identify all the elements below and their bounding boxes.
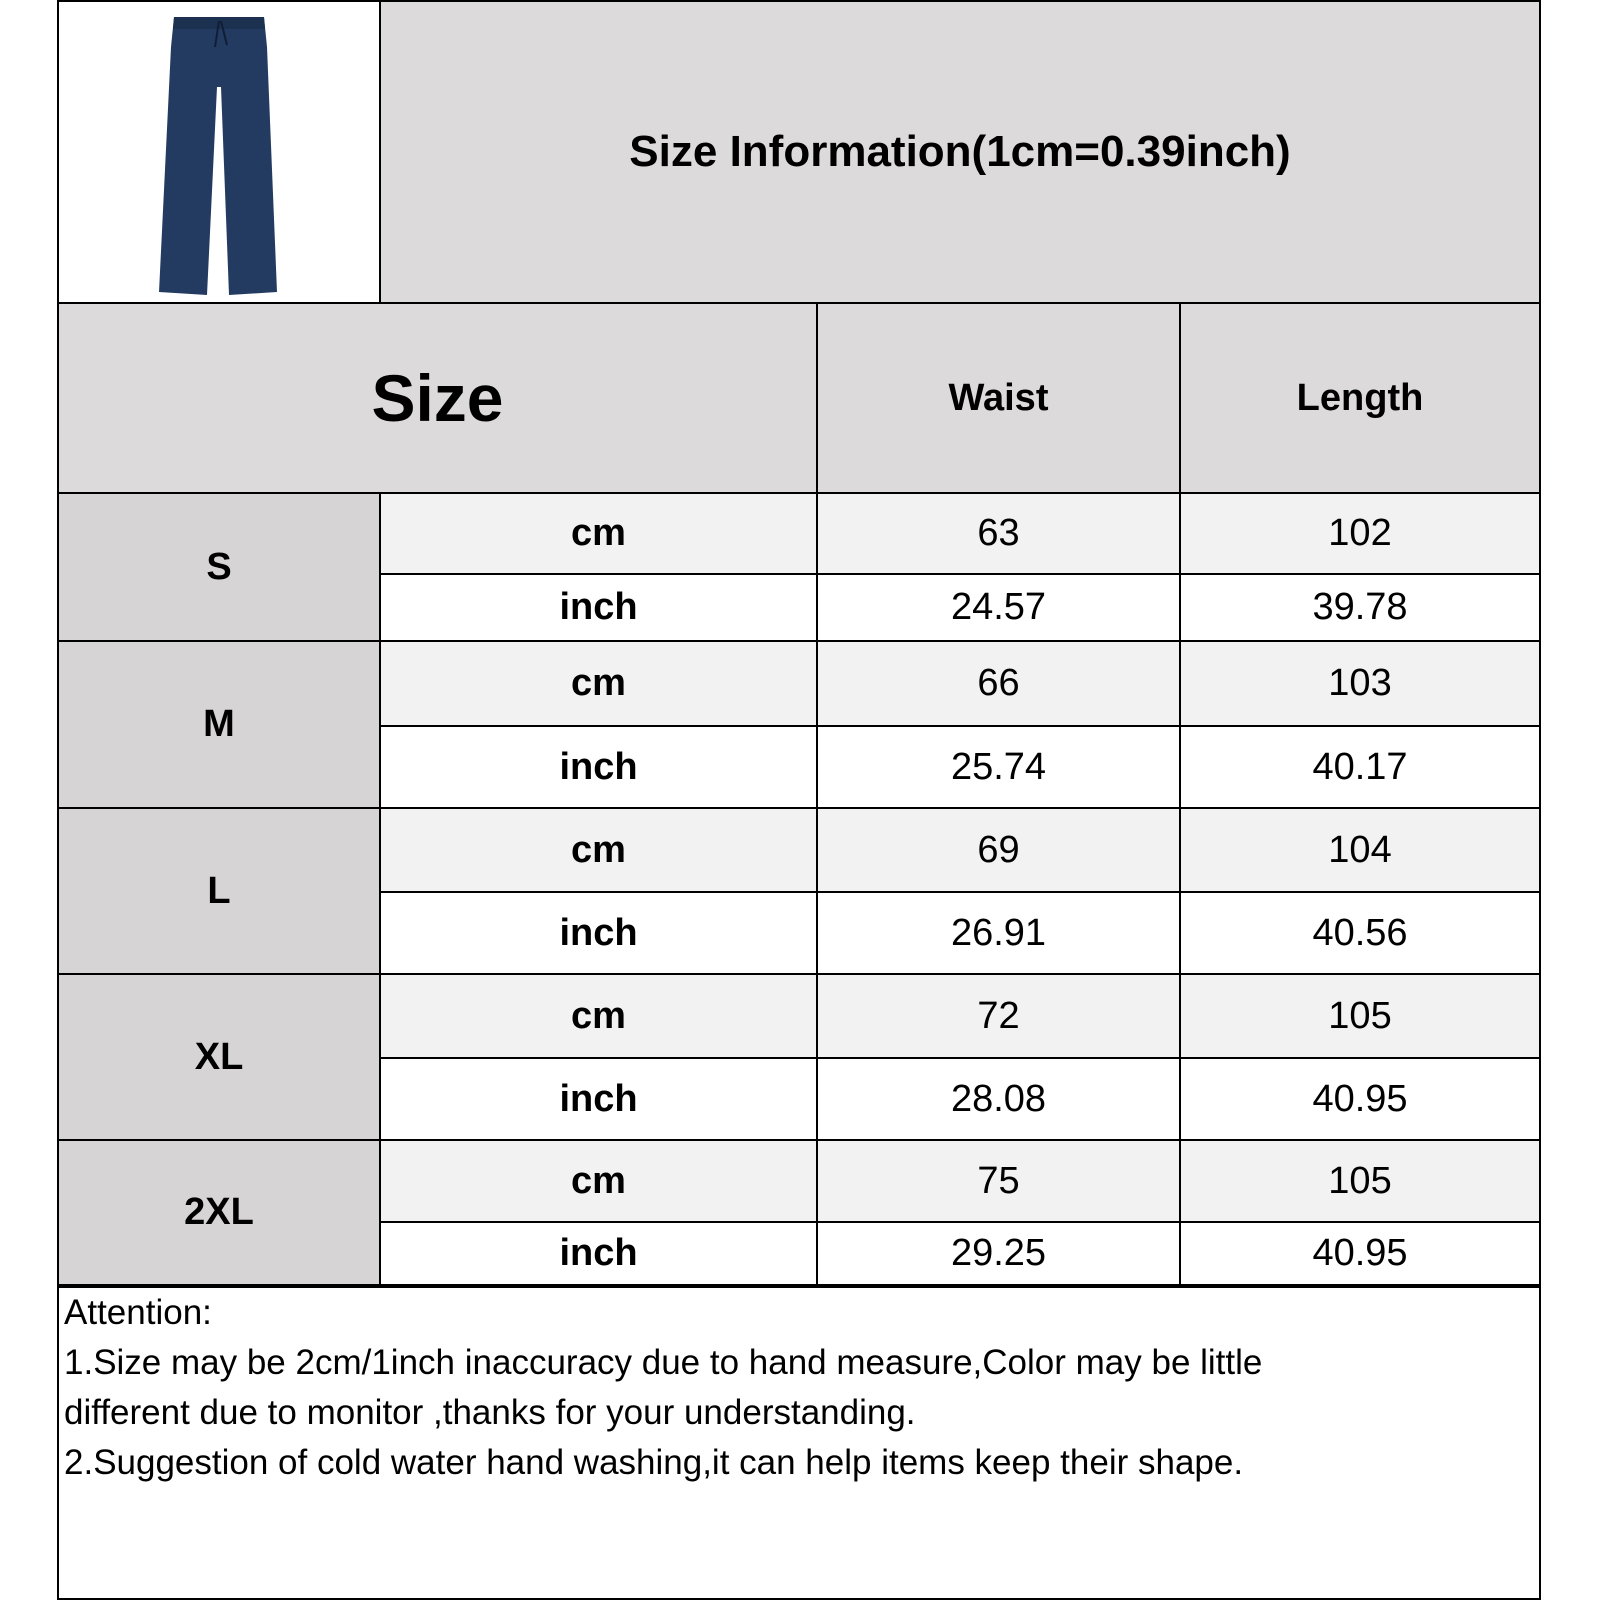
length-cm-value: 105 — [1181, 975, 1539, 1057]
unit-inch: inch — [381, 1059, 816, 1139]
waist-inch-value: 25.74 — [818, 727, 1179, 807]
length-inch-value: 40.95 — [1181, 1223, 1539, 1284]
unit-inch: inch — [381, 575, 816, 640]
length-inch-value: 40.95 — [1181, 1059, 1539, 1139]
attention-notes — [64, 1288, 1524, 1488]
table-border — [379, 1057, 1541, 1059]
notes-line-2: 2.Suggestion of cold water hand washing,it can help items keep their shape. — [64, 1443, 1244, 1482]
size-label: 2XL — [59, 1141, 379, 1284]
waist-cm-value: 69 — [818, 809, 1179, 891]
unit-cm: cm — [381, 642, 816, 725]
product-image-cell — [59, 2, 379, 302]
length-cm-value: 105 — [1181, 1141, 1539, 1221]
length-inch-value: 39.78 — [1181, 575, 1539, 640]
waist-inch-value: 24.57 — [818, 575, 1179, 640]
length-cm-value: 104 — [1181, 809, 1539, 891]
table-border — [57, 492, 1541, 494]
waist-cm-value: 72 — [818, 975, 1179, 1057]
pants-icon — [149, 7, 289, 297]
table-border — [379, 1221, 1541, 1223]
table-border — [379, 492, 381, 1286]
length-cm-value: 102 — [1181, 494, 1539, 573]
unit-inch: inch — [381, 1223, 816, 1284]
table-border — [57, 302, 1541, 304]
table-border — [816, 302, 818, 1286]
waist-inch-value: 26.91 — [818, 893, 1179, 973]
table-border — [379, 573, 1541, 575]
unit-cm: cm — [381, 494, 816, 573]
waist-inch-value: 28.08 — [818, 1059, 1179, 1139]
table-border — [379, 725, 1541, 727]
length-column-header: Length — [1181, 304, 1539, 492]
table-border — [1179, 302, 1181, 1286]
notes-line-1-continued: different due to monitor ,thanks for your understanding. — [64, 1393, 916, 1432]
waist-column-header: Waist — [818, 304, 1179, 492]
unit-cm: cm — [381, 809, 816, 891]
waist-cm-value: 66 — [818, 642, 1179, 725]
unit-inch: inch — [381, 727, 816, 807]
waist-cm-value: 63 — [818, 494, 1179, 573]
length-inch-value: 40.56 — [1181, 893, 1539, 973]
unit-inch: inch — [381, 893, 816, 973]
waist-inch-value: 29.25 — [818, 1223, 1179, 1284]
size-label: XL — [59, 975, 379, 1139]
length-cm-value: 103 — [1181, 642, 1539, 725]
notes-heading: Attention: — [64, 1293, 212, 1332]
notes-line-1: 1.Size may be 2cm/1inch inaccuracy due to hand measure,Color may be little — [64, 1343, 1263, 1382]
length-inch-value: 40.17 — [1181, 727, 1539, 807]
table-border — [379, 891, 1541, 893]
unit-cm: cm — [381, 1141, 816, 1221]
waist-cm-value: 75 — [818, 1141, 1179, 1221]
size-label: L — [59, 809, 379, 973]
table-border — [379, 0, 381, 304]
size-information-title: Size Information(1cm=0.39inch) — [381, 2, 1539, 302]
size-label: M — [59, 642, 379, 807]
unit-cm: cm — [381, 975, 816, 1057]
size-label: S — [59, 494, 379, 640]
size-column-header: Size — [59, 304, 816, 492]
table-border — [57, 0, 1541, 2]
